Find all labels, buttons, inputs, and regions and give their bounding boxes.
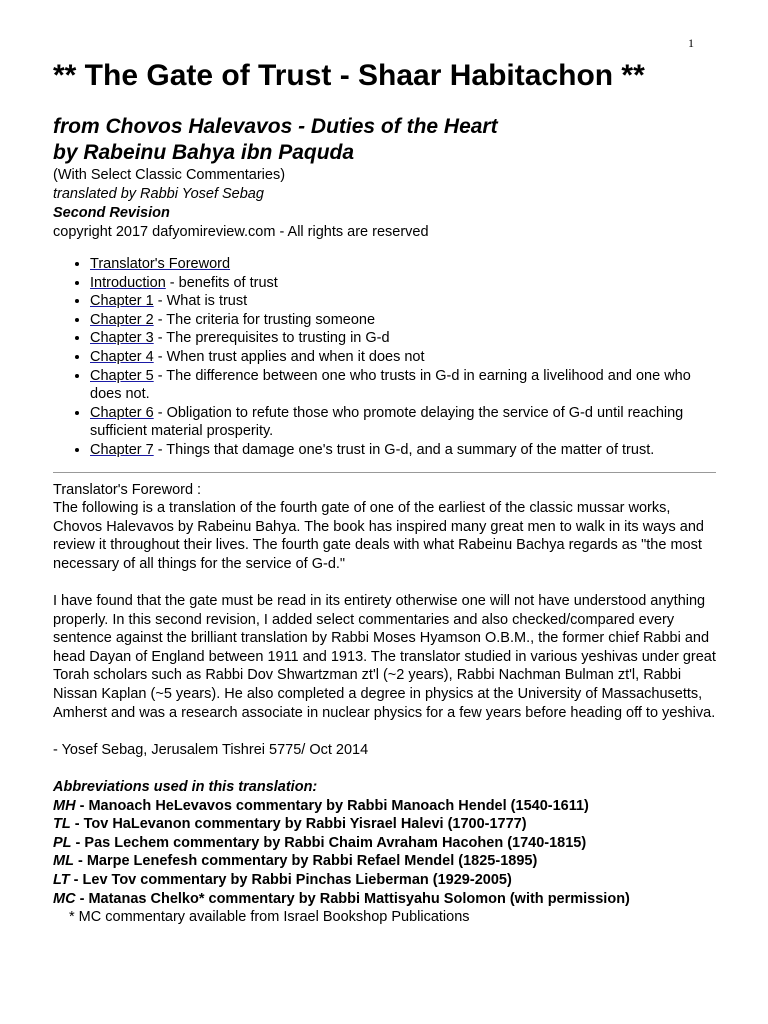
table-of-contents [53, 255, 716, 460]
revision-label: Second Revision [53, 205, 170, 221]
abbreviation-code: LT [53, 872, 70, 888]
toc-item [90, 292, 716, 311]
toc-desc: - Things that damage one's trust in G-d, and a summary of the matter of trust. [153, 441, 655, 458]
toc-desc: - What is trust [153, 293, 248, 310]
toc-link-foreword[interactable]: Translator's Foreword [90, 256, 231, 272]
abbreviation-text: - Lev Tov commentary by Rabbi Pinchas Lieberman (1929-2005) [69, 872, 512, 888]
toc-desc: - The difference between one who trusts in G-d in earning a livelihood and one who does not. [90, 367, 691, 403]
document-body [53, 56, 716, 927]
abbreviation-code: MH [53, 797, 76, 814]
toc-link-chapter-5[interactable]: Chapter 5 [90, 367, 154, 384]
toc-link-introduction[interactable]: Introduction [90, 274, 166, 291]
toc-link-chapter-1[interactable]: Chapter 1 [90, 293, 154, 310]
toc-item [90, 329, 716, 348]
toc-link-chapter-4[interactable]: Chapter 4 [90, 348, 154, 365]
abbreviation-text: - Pas Lechem commentary by Rabbi Chaim Avraham Hacohen (1740-1815) [71, 834, 587, 851]
toc-desc: - Obligation to refute those who promote delaying the service of G-d until reaching sufficient material prosperity. [90, 404, 684, 440]
subtitle-line-2: by Rabeinu Bahya ibn Paquda [53, 141, 355, 164]
toc-item [90, 274, 716, 293]
abbreviation-code: MC [53, 890, 76, 907]
abbreviation-code: TL [53, 816, 71, 833]
toc-item [90, 367, 716, 404]
toc-link-chapter-7[interactable]: Chapter 7 [90, 441, 154, 458]
foreword-paragraph-1: The following is a translation of the fourth gate of one of the earliest of the classic mussar works, Chovos Halevavos by Rabeinu Bahya. The book has inspired many great men to walk in its ways and review it throughout their lives. The fourth gate deals with what Rabeinu Bachya regards as "the most necessary of all things for the service of G-d." [53, 500, 704, 572]
foreword-section [53, 481, 716, 927]
abbreviation-item [53, 797, 716, 816]
toc-desc: - The criteria for trusting someone [153, 311, 376, 328]
page-title: ** The Gate of Trust - Shaar Habitachon ** [53, 59, 645, 92]
toc-desc: - When trust applies and when it does not [153, 348, 425, 365]
abbreviation-text: - Tov HaLevanon commentary by Rabbi Yisrael Halevi (1700-1777) [70, 816, 527, 833]
toc-desc: - The prerequisites to trusting in G-d [153, 330, 390, 347]
abbreviation-item [53, 871, 716, 890]
subtitle-line-1: from Chovos Halevavos - Duties of the Heart [53, 115, 498, 138]
abbreviation-footnote: * MC commentary available from Israel Bookshop Publications [69, 909, 470, 926]
document-meta [53, 166, 716, 242]
abbreviation-item [53, 852, 716, 871]
toc-item [90, 348, 716, 367]
toc-item [90, 404, 716, 441]
abbreviation-item [53, 890, 716, 909]
abbreviation-text: - Manoach HeLevavos commentary by Rabbi Manoach Hendel (1540-1611) [75, 797, 589, 814]
abbreviation-text: - Marpe Lenefesh commentary by Rabbi Refael Mendel (1825-1895) [73, 853, 538, 870]
toc-item [90, 441, 716, 460]
toc-item [90, 311, 716, 330]
toc-item [90, 255, 716, 274]
subtitle [53, 114, 716, 166]
foreword-heading: Translator's Foreword : [53, 481, 202, 498]
foreword-paragraph-2: I have found that the gate must be read in its entirety otherwise one will not have understood anything properly. In this second revision, I added select commentaries and also checked/compared every sentence against the brilliant translation by Rabbi Moses Hyamson O.B.M., the former chief Rabbi and head Dayan of England between 1911 and 1913. The translator studied in various yeshivas under great Torah scholars such as Rabbi Dov Shwartzman zt'l (~2 years), Rabbi Nachman Bulman zt'l, Rabbi Nissan Kaplan (~5 years). He also completed a degree in physics at the University of Massachusetts, Amherst and was a research associate in nuclear physics for a few years before heading off to yeshiva. [53, 593, 716, 721]
abbreviation-item [53, 834, 716, 853]
commentaries-note: (With Select Classic Commentaries) [53, 167, 286, 183]
abbreviation-item [53, 815, 716, 834]
page-number: 1 [688, 36, 694, 50]
abbreviation-code: ML [53, 853, 74, 870]
toc-desc: - benefits of trust [165, 274, 278, 291]
abbreviations-heading: Abbreviations used in this translation: [53, 779, 318, 796]
foreword-signature: - Yosef Sebag, Jerusalem Tishrei 5775/ Oct 2014 [53, 741, 369, 758]
toc-link-chapter-3[interactable]: Chapter 3 [90, 330, 154, 347]
toc-link-chapter-2[interactable]: Chapter 2 [90, 311, 154, 328]
section-divider [53, 472, 716, 473]
abbreviation-code: PL [53, 834, 72, 851]
abbreviation-text: - Matanas Chelko* commentary by Rabbi Mattisyahu Solomon (with permission) [75, 890, 630, 907]
toc-link-chapter-6[interactable]: Chapter 6 [90, 404, 154, 421]
copyright-notice: copyright 2017 dafyomireview.com - All rights are reserved [53, 224, 429, 240]
translator-credit: translated by Rabbi Yosef Sebag [53, 186, 264, 202]
